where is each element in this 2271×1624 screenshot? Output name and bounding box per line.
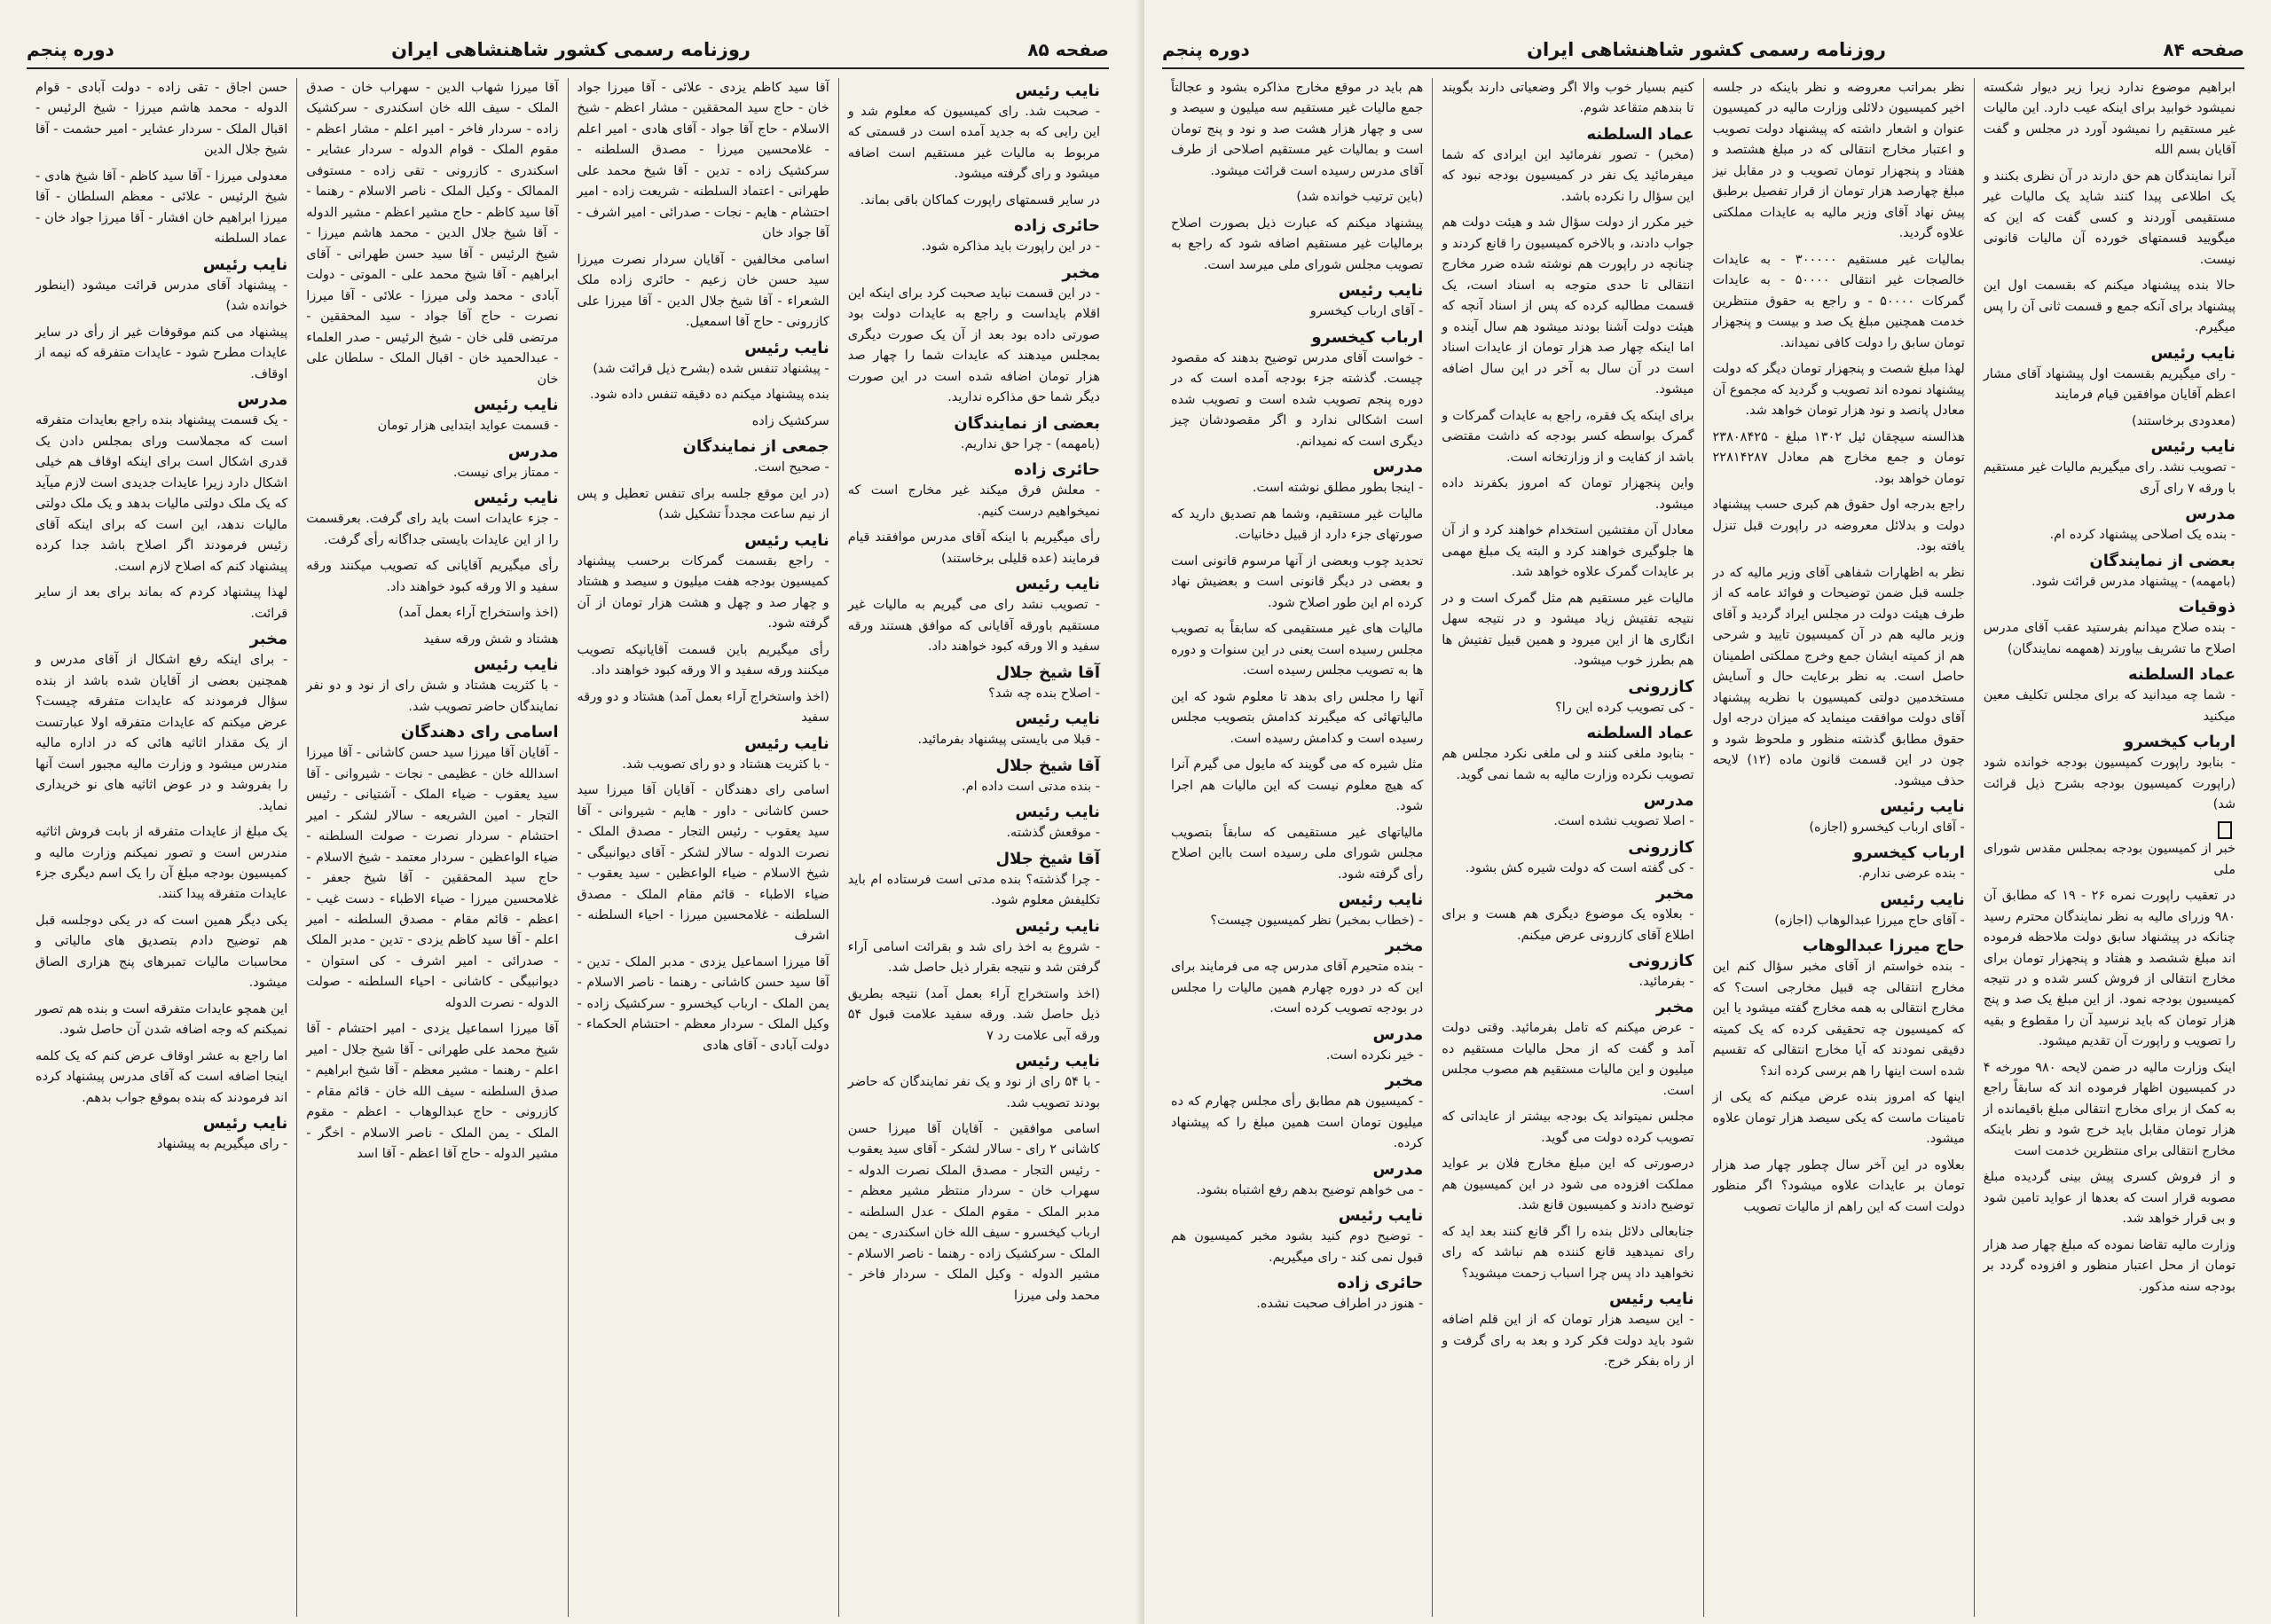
paragraph: - توضیح دوم کنید بشود مخبر کمیسیون هم قبول نمی کند - رای میگیریم.	[1171, 1229, 1424, 1265]
speaker-name: مخبر	[1385, 1071, 1424, 1091]
paragraph: - بفرمائید.	[1638, 974, 1694, 989]
text-column	[1432, 78, 1702, 1617]
speaker-name: نایب رئیس	[1338, 890, 1424, 909]
speaker-name: مخبر	[1062, 263, 1100, 282]
paragraph: (بامهمه) - چرا حق نداریم.	[960, 436, 1100, 451]
paragraph: - کی گفته است که دولت شیره کش بشود.	[1465, 860, 1694, 875]
speaker-name: نایب رئیس	[202, 1114, 288, 1134]
speaker-name: ارباب کیخسرو	[2124, 733, 2236, 752]
paragraph: (مخبر) - تصور نفرمائید این ایرادی که شما میفرمائید یک نفر در کمیسیون بودجه نبود که این سؤال را نکرده باشد.	[1442, 147, 1694, 204]
paragraph: معادل آن مفتشین استخدام خواهند کرد و از آن ها جلوگیری خواهند کرد و البته یک مبلغ مهمی بر عایدات گمرک علاوه خواهد شد.	[1442, 523, 1694, 580]
speaker-name: اسامی رای دهندگان	[400, 723, 559, 742]
paragraph: راجع بدرجه اول حقوق هم کبری حسب پیشنهاد دولت و بدلائل معروضه در راپورت قبل تنزل یافته بود.	[1712, 498, 1965, 554]
speaker-name: آقا شیخ جلال	[995, 663, 1100, 682]
speaker-name: مدرس	[2185, 505, 2236, 524]
paragraph: - پیشنهاد آقای مدرس قرائت میشود (اینطور خوانده شد)	[35, 278, 288, 314]
paragraph: - با ۵۴ رای از نود و یک نفر نمایندگان که حاضر بودند تصویب شد.	[847, 1075, 1101, 1110]
paragraph: - قبلا می بایستی پیشنهاد بفرمائید.	[917, 733, 1100, 748]
speaker-name: کازرونی	[1628, 837, 1694, 857]
paragraph: اینک وزارت مالیه در ضمن لایحه ۹۸۰ مورخه ۴ در کمیسیون اظهار فرموده اند که سابقاً راجع به کمک از برای مخارج انتقالی مبلغ باقیمانده از هزار تومان مقابل باید خرج شود و نظر باینکه مخارج انتقالی برای منتظرین خدمت است	[1983, 1060, 2236, 1158]
paragraph: - با کثریت هشتاد و شش رای از نود و دو نفر نمایندگان حاضر تصویب شد.	[306, 679, 559, 714]
paragraph: - بنابود راپورت کمیسیون بودجه خوانده شود (راپورت کمیسیون بودجه بشرح ذیل قرائت شد)	[1983, 756, 2236, 812]
paragraph: - هنوز در اطراف صحبت نشده.	[1256, 1297, 1424, 1312]
speaker-name: ذوقیات	[2178, 598, 2236, 617]
paragraph: - (خطاب بمخبر) نظر کمیسیون چیست؟	[1210, 913, 1424, 928]
paragraph: آقا میرزا اسماعیل یزدی - مدبر الملک - تدین - آقا سید حسن کاشانی - رهنما - ناصر الاسلام - یمن الملک - ارباب کیخسرو - سرکشیک زاده - وکیل الملک - سردار معظم - احتشام الحکماء - دولت آبادی - آقای هادی	[577, 954, 829, 1053]
paragraph: - اصلا تصویب نشده است.	[1553, 814, 1694, 829]
text-column	[296, 78, 567, 1617]
right-page	[1136, 0, 2271, 1624]
speaker-name: مدرس	[1372, 1159, 1424, 1179]
paragraph: (معدودی برخاستند)	[2131, 413, 2236, 428]
speaker-name: نایب رئیس	[1015, 1052, 1100, 1071]
speaker-name: نایب رئیس	[1015, 803, 1100, 822]
paragraph: مالیات غیر مستقیم هم مثل گمرک است و در نتیجه تفتیش زیاد میشود و در نتیجه سهل انگاری ها از این میرود و همین قبیل تفتیش ها هم بطرز خوب میشود.	[1442, 591, 1694, 669]
paragraph: نظر بمراتب معروضه و نظر باینکه در جلسه اخیر کمیسیون دلائلی وزارت مالیه در کمیسیون عنوان و اشعار داشته که پیشنهاد دولت تصویب و اعتبار مخارج انتقالی که در مبلغ هشتصد و هفتاد و پنجهزار تومان تصویب و در مقابل نیز مبلغ چهارصد هزار تومان از قرار تفصیل برطبق پیش نهاد آقای وزیر مالیه به عایدات مملکتی علاوه گردید.	[1712, 81, 1965, 241]
text-column	[1703, 78, 1974, 1617]
speaker-name: نایب رئیس	[744, 338, 829, 357]
paragraph: اسامی رای دهندگان - آقایان آقا میرزا سید حسن کاشانی - داور - هایم - شیروانی - آقا سید یعقوب - رئیس التجار - مصدق الملک - نصرت الدوله - سالار لشکر - آقای دیوانبیگی - شیخ الاسلام - ضیاء الواعظین - سید یعقوب - ضیاء الاطباء - قائم مقام الملک - مصدق السلطنه - غلامحسین میرزا - احیاء السلطنه - اشرف	[577, 783, 829, 944]
paragraph: هذالسنه سیچقان ئیل ۱۳۰۲ مبلغ - ۲۳۸۰۸۴۲۵ تومان و جمع مخارج هم معادل ۲۲۸۱۴۲۸۷ تومان خواهد بود.	[1712, 429, 1965, 486]
paragraph: - شما چه میدانید که برای مجلس تکلیف معین میکنید	[1983, 688, 2236, 724]
paragraph: (اخذ واستخراج آراء بعمل آمد)	[398, 606, 559, 621]
speaker-name: بعضی از نمایندگان	[954, 413, 1100, 433]
paragraph: اینها که امروز بنده عرض میکنم که یکی از تامینات ماست که یکی سیصد هزار تومان علاوه میشود.	[1712, 1090, 1965, 1147]
speaker-name: نایب رئیس	[744, 734, 829, 753]
paragraph: مجلس نمیتواند یک بودجه بیشتر از عایداتی که تصویب کرده دولت می گوید.	[1442, 1110, 1694, 1145]
speaker-name: نایب رئیس	[2150, 437, 2236, 457]
paragraph: هم باید در موقع مخارج مذاکره بشود و عجالتاً جمع مالیات غیر مستقیم سه میلیون و سیصد و سی و چهار هزار هشت صد و نود و پنج تومان است و بمالیات غیر مستقیم اصلاحی از طرف آقای مدرس رسیده است قرائت میشود.	[1171, 81, 1424, 178]
speaker-name: آقا شیخ جلال	[995, 756, 1100, 775]
paragraph: - خیر نکرده است.	[1325, 1047, 1424, 1063]
text-column	[838, 78, 1109, 1617]
paragraph: بعلاوه در این آخر سال چطور چهار صد هزار تومان بر عایدات علاوه میشود؟ اگر منظور دولت است که این راهم از مالیات تصویب	[1712, 1157, 1965, 1214]
paragraph: - ممتاز برای نیست.	[452, 465, 559, 480]
paragraph: - آقای حاج میرزا عبدالوهاب (اجازه)	[1774, 913, 1965, 928]
paragraph: (اخذ واستخراج آراء بعمل آمد) نتیجه بطریق ذیل حاصل شد. ورقه سفید علامت قبول ۵۴ ورقه آبی علامت رد ۷	[847, 986, 1100, 1043]
paragraph: اسامی موافقین - آقایان آقا میرزا حسن کاشانی ۲ رای - سالار لشکر - آقای سید یعقوب - رئیس التجار - مصدق الملک نصرت الدوله - سهراب خان - سردار منتظر مشیر معظم - مدبر الملک - مقوم الملک - عدل السلطنه - ارباب کیخسرو - سیف الله خان اسکندری - یمن الملک - سرکشیک زاده - رهنما - ناصر الاسلام - مشیر الدوله - وکیل الملک - سردار فاخر - محمد ولی میرزا	[847, 1121, 1100, 1303]
paragraph: مالیات غیر مستقیم، وشما هم تصدیق دارید که صورتهای جزء دارد از قبیل دخانیات.	[1171, 506, 1424, 543]
paragraph: بمالیات غیر مستقیم ۳۰۰۰۰۰ - به عایدات خالصجات غیر انتقالی ۵۰۰۰۰ - به عایدات گمرکات ۵۰۰۰۰ - و راجع به حقوق منتظرین خدمت همچنین مبلغ یک صد و بیست و پنجهزار تومان سابق را دولت کافی نمیداند.	[1712, 252, 1965, 350]
paragraph: - بنابود ملغی کنند و لی ملغی نکرد مجلس هم تصویب نکرده وزارت مالیه به شما نمی گوید.	[1442, 747, 1694, 782]
paragraph: (در این موقع جلسه برای تنفس تعطیل و پس از نیم ساعت مجدداً تشکیل شد)	[577, 486, 829, 522]
speaker-name: عماد السلطنه	[1586, 124, 1694, 144]
paragraph: - قسمت عواید ابتدایی هزار تومان	[377, 419, 559, 434]
paragraph: رأی میگیریم باین قسمت آقایانیکه تصویب میکنند ورقه سفید و الا ورقه کبود خواهند داد.	[577, 642, 829, 679]
speaker-name: مدرس	[1372, 458, 1424, 477]
text-column	[568, 78, 838, 1617]
paragraph: - در این قسمت نباید صحبت کرد برای اینکه این اقلام بایداست و راجع به عایدات دولت بود صورتی داده بود بعد از آن یک صورت دیگری بمجلس میدهند که عایدات شما را چهار صد هزار تومان اضافه شده است در این صورت دیگر شما حق مذاکره ندارید.	[847, 286, 1100, 405]
paragraph: حالا بنده پیشنهاد میکنم که بقسمت اول این پیشنهاد برای آنکه جمع و قسمت ثانی آن را پس میگیرم.	[1983, 279, 2236, 335]
speaker-name: مدرس	[507, 442, 559, 461]
period-label: دوره پنجم	[1162, 39, 1250, 60]
column-group	[1162, 78, 2244, 1617]
paragraph: وزارت مالیه تقاضا نموده که مبلغ چهار صد هزار تومان از محل اعتبار منظور و افزوده گردد بر بودجه سنه مذکور.	[1983, 1237, 2236, 1294]
paragraph: پیشنهاد میکنم که عبارت ذیل بصورت اصلاح برمالیات غیر مستقیم اضافه شود که راجع به تصویب مجلس شورای ملی میرسد است.	[1171, 216, 1424, 272]
paragraph: آقا سید کاظم یزدی - علائی - آقا میرزا جواد خان - حاج سید المحققین - مشار اعظم - شیخ الاسلام - حاج آقا جواد - آقای هادی - امیر اعلم - غلامحسین میرزا - مصدق السلطنه - سرکشیک زاده - تدین - آقا شیخ محمد علی طهرانی - اعتماد السلطنه - شریعت زاده - امیر احتشام - هایم - نجات - صدرائی - امیر اشرف - آقا جواد خان	[577, 81, 829, 241]
paragraph: مالیاتهای غیر مستقیمی که سابقاً بتصویب مجلس شورای ملی رسیده است بااین اصلاح رأی گرفته شود.	[1171, 825, 1424, 882]
paragraph: و از فروش کسری پیش بینی گردیده مبلغ مصوبه قرار است که بعدها از عواید تامین شود و بی قرار خواهد شد.	[1983, 1170, 2236, 1227]
speaker-name: عماد السلطنه	[2127, 665, 2236, 685]
newspaper-title: روزنامه رسمی کشور شاهنشاهی ایران	[1527, 39, 1886, 60]
paragraph: معدولی میرزا - آقا سید کاظم - آقا شیخ هادی - شیخ الرئیس - علائی - معظم السلطان - آقا میرزا ابراهیم خان افشار - آقا میرزا جواد خان - عماد السلطنه	[35, 169, 288, 247]
paragraph: درصورتی که این مبلغ مخارج فلان بر عواید مملکت افزوده می شود در این کمیسیون هم توضیح دادند و کمیسیون قانع شد.	[1442, 1157, 1694, 1213]
speaker-name: نایب رئیس	[1338, 281, 1424, 301]
paragraph: - صحیح است.	[753, 460, 829, 475]
speaker-name: نایب رئیس	[1608, 1290, 1694, 1309]
paragraph: جنابعالی دلائل بنده را اگر قانع کنند بعد اید که رای نمیدهید قانع کننده هم نباشد که رای نخواهید داد پس چرا اسباب زحمت میشوید؟	[1442, 1224, 1694, 1281]
newspaper-title: روزنامه رسمی کشور شاهنشاهی ایران	[391, 39, 750, 60]
paragraph: یکی دیگر همین است که در یکی دوجلسه قبل هم توضیح دادم بتصدیق های مالیاتی و محاسبات مالیات تمبرهای پنج هزاری الصاق میشود.	[35, 913, 288, 991]
speaker-name: مخبر	[1655, 998, 1694, 1017]
speaker-name: مدرس	[237, 390, 288, 410]
speaker-name: نایب رئیس	[2150, 343, 2236, 363]
speaker-name: نایب رئیس	[1338, 1206, 1424, 1226]
paragraph: اما راجع به عشر اوقاف عرض کنم که یک کلمه اینجا اضافه است که آقای مدرس پیشنهاد کرده اند فرمودند که بنده بموقع جواب بدهم.	[35, 1048, 288, 1105]
paragraph: لهذا مبلغ شصت و پنجهزار تومان دیگر که دولت پیشنهاد نموده اند تصویب و گردید که مجموع آن معادل پانصد و نود هزار تومان خواهد شد.	[1712, 362, 1965, 419]
paragraph: لهذا پیشنهاد کردم که بماند برای بعد از سایر قرائت.	[35, 585, 288, 621]
paragraph: مثل شیره که می گویند که مایول می گیرم آنرا که هیچ معلوم نیست که این مالیات هم اجرا شود.	[1171, 757, 1424, 814]
paragraph: - صحبت شد. رای کمیسیون که معلوم شد و این رایی که به جدید آمده است در قسمتی که مربوط به مالیات غیر مستقیم است اضافه میشود و رای گرفته میشود.	[847, 105, 1100, 182]
speaker-name: نایب رئیس	[473, 655, 559, 675]
paragraph: اسامی مخالفین - آقایان سردار نصرت میرزا سید حسن خان زعیم - حائری زاده ملک الشعراء - آقا شیخ جلال الدین - آقا میرزا علی کازرونی - حاج آقا اسمعیل.	[577, 252, 829, 330]
paragraph: - رای میگیریم به پیشنهاد	[156, 1137, 288, 1152]
paragraph: تحدید چوب وبعضی از آنها مرسوم قانونی است و بعضی در دیگر قانونی است و بعضیش نهاد کرده ام این طور اصلاح شود.	[1171, 553, 1424, 610]
paragraph: - چرا گذشته؟ بنده مدتی است فرستاده ام باید تکلیفش معلوم شود.	[847, 872, 1100, 908]
speaker-name: جمعی از نمایندگان	[682, 437, 829, 457]
speaker-name: نایب رئیس	[473, 396, 559, 415]
paragraph: - آقای ارباب کیخسرو	[1309, 304, 1424, 319]
paragraph: - بنده صلاح میدانم بفرستید عقب آقای مدرس اصلاح ما تشریف بیاورند (همهمه نمایندگان)	[1983, 621, 2236, 656]
paragraph: - اینجا بطور مطلق نوشته است.	[1252, 481, 1424, 496]
speaker-name: مدرس	[1372, 1024, 1424, 1044]
speaker-name: مدرس	[1643, 791, 1694, 811]
paragraph: - راجع بقسمت گمرکات برحسب پیشنهاد کمیسیون بودجه هفت میلیون و سیصد و هشتاد و چهار صد و چهل و هشت هزار تومان از آن گرفته شود.	[577, 553, 829, 632]
speaker-name: نایب رئیس	[744, 530, 829, 550]
speaker-name: مخبر	[1385, 937, 1424, 956]
paragraph: ابراهیم موضوع ندارد زیرا زیر دیوار شکسته نمیشود خوابید برای اینکه عیب دارد. این مالیات غیر مستقیم را نمیشود آورد در مجلس و گفت آقایان بسم الله	[1983, 81, 2236, 158]
speaker-name: عماد السلطنه	[1586, 724, 1694, 743]
speaker-name: نایب رئیس	[1015, 82, 1100, 100]
paragraph: - کی تصویب کرده این را؟	[1555, 700, 1694, 715]
speaker-name: مخبر	[1655, 884, 1694, 904]
paragraph: مالیات های غیر مستقیمی که سابقاً به تصویب مجلس رسیده است یعنی در این سنوات و دوره ها به تصویب مجلس رسیده است.	[1171, 622, 1424, 679]
print-box-mark	[2218, 821, 2232, 839]
paragraph: حسن اجاق - تقی زاده - دولت آبادی - قوام الدوله - محمد هاشم میرزا - شیخ الرئیس - اقبال الملک - سردار عشایر - امیر حشمت - آقا شیخ جلال الدین	[35, 81, 288, 158]
paragraph: در سایر قسمتهای راپورت کماکان باقی بماند.	[860, 192, 1100, 208]
speaker-name: نایب رئیس	[1015, 575, 1100, 594]
paragraph: - تصویب نشد. رای میگیریم مالیات غیر مستقیم با ورقه ۷ رای آری	[1983, 460, 2236, 496]
paragraph: - عرض میکنم که تامل بفرمائید. وقتی دولت آمد و گفت که از محل مالیات مستقیم ده میلیون و این مالیات مستقیم هم مصوب مجلس است.	[1442, 1021, 1694, 1098]
paragraph: واین پنجهزار تومان که امروز بکفرند داده میشود.	[1442, 476, 1694, 512]
speaker-name: ارباب کیخسرو	[1311, 327, 1424, 347]
speaker-name: نایب رئیس	[202, 255, 288, 274]
paragraph: - بعلاوه یک موضوع دیگری هم هست و برای اطلاع آقای کازرونی عرض میکنم.	[1442, 907, 1694, 943]
text-column	[27, 78, 296, 1617]
paragraph: بنده پیشنهاد میکنم ده دقیقه تنفس داده شود.	[590, 388, 829, 403]
paragraph: این همچو عایدات متفرقه است و بنده هم تصور نمیکنم که وجه اضافه شدن آن حاصل شود.	[35, 1001, 288, 1038]
paragraph: - موقعش گذشته.	[1006, 826, 1100, 841]
text-column	[1162, 78, 1432, 1617]
speaker-name: نایب رئیس	[1880, 796, 1965, 816]
paragraph: خبر از کمیسیون بودجه بمجلس مقدس شورای ملی	[1983, 842, 2236, 877]
paragraph: - جزء عایدات است باید رای گرفت. بعرقسمت را از این عایدات بایستی جداگانه رأی گرفت.	[306, 512, 559, 547]
page-header	[27, 32, 1109, 69]
paragraph: آنها را مجلس رای بدهد تا معلوم شود که این مالیاتهائی که میگیرند کدامش بتصویب مجلس رسیده است و کدامش رسیده است.	[1171, 689, 1424, 746]
paragraph: - کمیسیون هم مطابق رأی مجلس چهارم که ده میلیون تومان است همین مبلغ را که پیشنهاد کرده.	[1171, 1094, 1424, 1151]
paragraph: - می خواهم توضیح بدهم رفع اشتباه بشود.	[1196, 1182, 1424, 1197]
paragraph: - رای میگیریم بقسمت اول پیشنهاد آقای مشار اعظم آقایان موافقین قیام فرمایند	[1983, 366, 2236, 403]
paragraph: در تعقیب راپورت نمره ۲۶ - ۱۹ که مطابق آن ۹۸۰ وزرای مالیه به نظر نمایندگان محترم رسید چنانکه در پیشنهاد سابق دولت ملاحظه فرموده اند مبلغ ششصد و هفتاد و پنجهزار تومان برای مخارج انتقالی از فروش کسر شده و در نتیجه کمیسیون بودجه نمود. از این مبلغ یک صد و پنج هزار تومان که باید نرسید آن را مقطوع و بقیه را تصویب و راپورت آن تقدیم میشود.	[1983, 889, 2236, 1049]
paragraph: سرکشیک زاده	[751, 413, 829, 428]
period-label: دوره پنجم	[27, 39, 114, 60]
speaker-name: نایب رئیس	[1015, 710, 1100, 729]
speaker-name: نایب رئیس	[473, 489, 559, 508]
speaker-name: حائری زاده	[1337, 1274, 1424, 1293]
paragraph: کنیم بسیار خوب والا اگر وضعیاتی دارند بگویند تا بندهم متقاعد شوم.	[1442, 81, 1694, 116]
paragraph: برای اینکه یک فقره، راجع به عایدات گمرکات و گمرک بواسطه کسر بودجه که داشت مقتضی باشد از کفایت و از وزارتخانه است.	[1442, 408, 1694, 465]
speaker-name: حاج میرزا عبدالوهاب	[1802, 937, 1965, 956]
speaker-name: حائری زاده	[1014, 216, 1100, 236]
paragraph: (بامهمه) - پیشنهاد مدرس قرائت شود.	[2031, 574, 2236, 589]
paragraph: آقا میرزا شهاب الدین - سهراب خان - صدق الملک - سیف الله خان اسکندری - سرکشیک زاده - سردار فاخر - امیر اعلم - مشار اعظم - مقوم الملک - قوام الدوله - سردار عشایر - اسکندری - کازرونی - تقی زاده - مستوفی الممالک - وکیل الملک - ناصر الاسلام - رهنما - آقا سید کاظم - حاج مشیر اعظم - مشیر الدوله - آقا شیخ جلال الدین - محمد هاشم میرزا - شیخ الرئیس - آقا سید حسن طهرانی - آقای ابراهیم - آقا شیخ محمد علی - الموتی - دولت آبادی - محمد ولی میرزا - علائی - آقا میرزا نصرت - حاج آقا جواد - سید المحققین - مرتضی قلی خان - شیخ الرئیس - صدر العلماء - عبدالحمید خان - اقبال الملک - سلطان علی خان	[306, 81, 559, 387]
paragraph: - در این راپورت باید مذاکره شود.	[921, 239, 1100, 255]
paragraph: نظر به اظهارات شفاهی آقای وزیر مالیه که در جلسه قبل ضمن توضیحات و فوائد عامه که از طرف هیئت دولت در مجلس ایراد گردید و آقای وزیر مالیه هم در آن کمیسیون تایید و شرحی هم از کمیته ایشان جمع وخرج مملکتی اطمینان حاصل است. به نظر برعایت حال و آسایش مستخدمین دولتی کمیسیون با نظریه پیشنهاد آقای دولت موافقت مینماید که میزان درجه اول حقوق مطابق گذشته منظور و ملحوظ شود و چون در این قسمت قانون ماده (۱۲) لایحه حذف میشود.	[1712, 565, 1965, 788]
paragraph: - بنده متحیرم آقای مدرس چه می فرمایند برای این که در دوره چهارم همین مالیات را مجلس در بودجه تصویب کرده است.	[1171, 960, 1424, 1016]
speaker-name: آقا شیخ جلال	[995, 849, 1100, 868]
speaker-name: حائری زاده	[1014, 460, 1100, 480]
paragraph: آقا میرزا اسماعیل یزدی - امیر احتشام - آقا شیخ محمد علی طهرانی - آقا شیخ جلال - امیر اعلم - رهنما - مشیر معظم - آقا شیخ ابراهیم - صدق السلطنه - سیف الله خان - قائم مقام - کازرونی - حاج عبدالوهاب - اعظم - مقوم الملک - یمن الملک - ناصر الاسلام - اخگر - مشیر الدوله - حاج آقا اعظم - آقا اسد	[306, 1022, 559, 1162]
paragraph: (باین ترتیب خوانده شد)	[1296, 190, 1424, 205]
page-number: صفحه ۸۵	[1027, 39, 1109, 60]
speaker-name: نایب رئیس	[1880, 890, 1965, 909]
paragraph: - معلش فرق میکند غیر مخارج است که نمیخواهیم درست کنیم.	[847, 483, 1100, 519]
paragraph: - یک قسمت پیشنهاد بنده راجع بعایدات متفرقه است که مجملاست ورای بمجلس دادن یک قدری اشکال است برای اینکه اوقاف هم خیلی اشکال دارد زیرا عایدات جدیدی است لازم میآید که یک ملک دولتی مالیات بدهد و یک ملک دولتی مالیات ندهد، این است که برای اینکه آقای رئیس فرمودند اگر اصلاح باشد جدا کرده پیشنهاد کنم که اصلاح لازم است.	[35, 413, 288, 574]
speaker-name: بعضی از نمایندگان	[2089, 551, 2236, 570]
paragraph: هشتاد و شش ورقه سفید	[423, 632, 559, 647]
paragraph: - آقایان آقا میرزا سید حسن کاشانی - آقا میرزا اسدالله خان - عظیمی - نجات - شیروانی - آقا سید یعقوب - ضیاء الملک - آشتیانی - رئیس التجار - امین الشریعه - سالار لشکر - امیر احتشام - سردار نصرت - صولت السلطنه - ضیاء الواعظین - سردار معتمد - شیخ الاسلام - حاج سید المحققین - آقا شیخ جعفر - غلامحسین میرزا - ضیاء الاطباء - دست غیب - اعظم - قائم مقام - مصدق السلطنه - امیر اعلم - آقا سید کاظم یزدی - تدین - مدبر الملک - صدرائی - امیر اشرف - کی استوان - دیوانبیگی - کاشانی - احیاء السلطنه - صولت الدوله - نصرت الدوله	[306, 746, 559, 1010]
paragraph: آنرا نمایندگان هم حق دارند در آن نظری بکنند و یک اطلاعی پیدا کنند شاید یک مالیات غیر مستقیمی آوردند و کسی گفت که این که میگویید قسمتهای خورده آن مالیات قانونی نیست.	[1983, 169, 2236, 267]
paragraph: خیر مکرر از دولت سؤال شد و هیئت دولت هم جواب دادند، و بالاخره کمیسیون را قانع کردند و چنانچه در راپورت هم نوشته شده ضرر مخارج انتقالی تا حدی متوجه به اسناد است، یک قسمت مطالبه کرده که پس از اسناد آنچه که هیئت دولت آشنا بودند میشود هم سال آینده و اما اینکه چهار صد هزار تومان از عایدات اسناد است در آن سال به آخر در این سال اضافه میشود.	[1442, 216, 1694, 397]
paragraph: - اصلاح بنده چه شد؟	[988, 686, 1100, 701]
paragraph: - بنده عرضی ندارم.	[1858, 867, 1965, 882]
paragraph: یک مبلغ از عایدات متفرقه از بابت فروش اثاثیه مندرس است و تصور نمیکنم وزارت مالیه و کمیسیون بودجه مبلغ آن را یک اسم دیگری جزء عایدات متفرقه پیدا کنند.	[35, 825, 288, 902]
paragraph: - بنده یک اصلاحی پیشنهاد کرده ام.	[2049, 528, 2236, 543]
paragraph: - برای اینکه رفع اشکال از آقای مدرس و همچنین بعضی از آقایان شده باشد از بنده سؤال فرمودند که عایدات متفرقه چیست؟ عرض میکنم که عایدات متفرقه اولا عبارتست از یک مقدار اثاثیه هائی که در اداره مالیه مندرس میشود و وزارت مالیه مجبور است آنها را بفروشد و در عوض اثاثیه های نو خریداری نماید.	[35, 653, 288, 813]
paragraph: (اخذ واستخراج آراء بعمل آمد) هشتاد و دو ورقه سفید	[577, 689, 829, 726]
paragraph: - با کثریت هشتاد و دو رای تصویب شد.	[622, 757, 829, 772]
speaker-name: مخبر	[249, 630, 288, 649]
speaker-name: کازرونی	[1628, 951, 1694, 970]
paragraph: - پیشنهاد تنفس شده (بشرح ذیل قرائت شد)	[593, 361, 829, 376]
paragraph: - بنده مدتی است داده ام.	[962, 779, 1100, 794]
paragraph: - تصویب نشد رای می گیریم به مالیات غیر مستقیم باورقه آقایانی که موافق هستند ورقه سفید و الا ورقه کبود خواهند داد.	[847, 598, 1100, 655]
column-group	[27, 78, 1109, 1617]
paragraph: - شروع به اخذ رای شد و بقرائت اسامی آراء گرفتن شد و نتیجه بقرار ذیل حاصل شد.	[847, 939, 1100, 976]
paragraph: رأی میگیریم آقایانی که تصویب میکنند ورقه سفید و الا ورقه کبود خواهند داد.	[306, 559, 559, 594]
paragraph: - خواست آقای مدرس توضیح بدهند که مقصود چیست. گذشته جزء بودجه آمده است که در دوره پنجم تصویب شده است و تصویب شده است اشکالی ندارد و اگر مقصودشان چیز دیگری است که نمیدانم.	[1171, 350, 1424, 449]
paragraph: - بنده خواستم از آقای مخبر سؤال کنم این مخارج انتقالی چه قبیل مخارجی است؟ که مخارج انتقالی به همه مخارج گفته میشود یا این که کمیسیون چه تحقیقی کرده که یک کمیته دقیقی نمودند که آیا مخارج انتقالی که تقسیم شده است اینها را هم برسی کرده اند؟	[1712, 960, 1965, 1079]
speaker-name: ارباب کیخسرو	[1852, 843, 1965, 863]
paragraph: پیشنهاد می کنم موقوفات غیر از رأی در سایر عایدات مطرح شود - عایدات متفرقه که نیمه از اوقاف.	[35, 325, 288, 381]
page-number: صفحه ۸۴	[2163, 39, 2244, 60]
text-column	[1974, 78, 2244, 1617]
paragraph: - آقای ارباب کیخسرو (اجازه)	[1809, 820, 1965, 835]
paragraph: رأی میگیریم با اینکه آقای مدرس موافقند قیام فرمایند (عده قلیلی برخاستند)	[847, 530, 1100, 566]
paragraph: - این سیصد هزار تومان که از این قلم اضافه شود باید دولت فکر کرد و بعد به رای گرفت و از راه بفکر خرج.	[1442, 1313, 1694, 1369]
speaker-name: کازرونی	[1628, 677, 1694, 696]
speaker-name: نایب رئیس	[1015, 916, 1100, 936]
page-header	[1162, 32, 2244, 69]
